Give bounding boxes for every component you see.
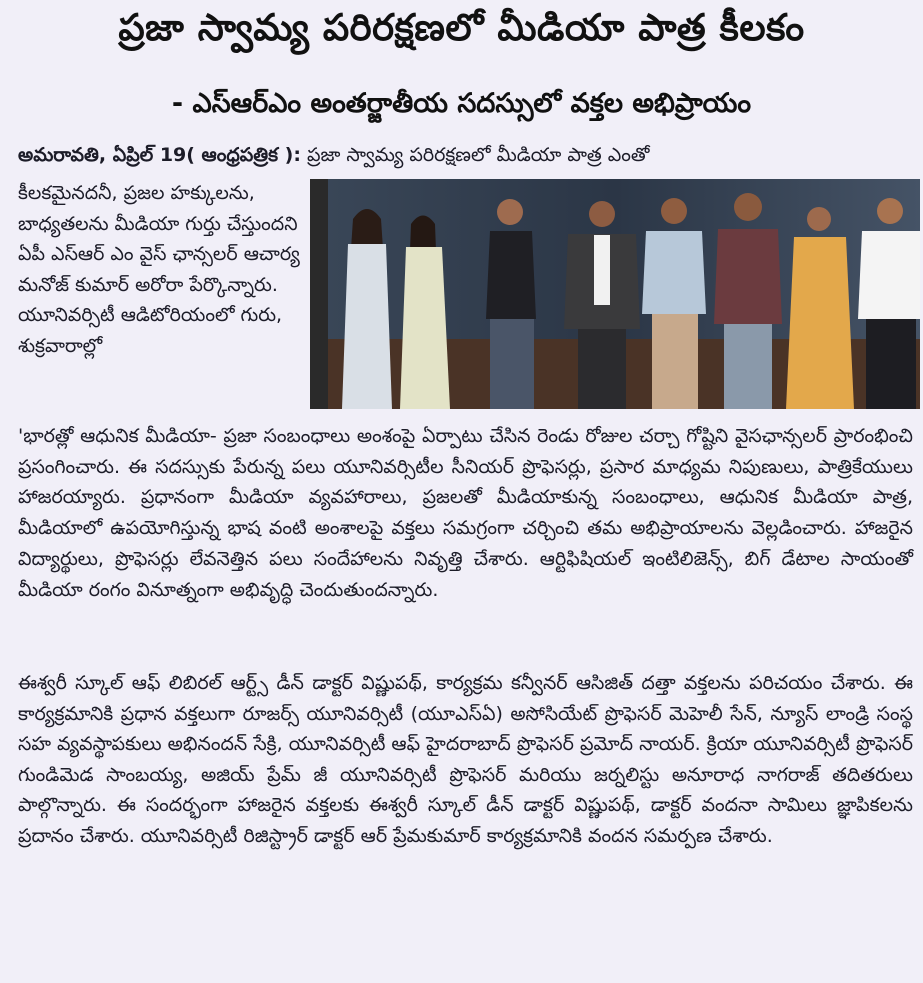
article-subheadline: - ఎస్ఆర్ఎం అంతర్జాతీయ సదస్సులో వక్తల అభిప్రాయం [171, 88, 752, 119]
article-paragraph-2: 'భారత్లో ఆధునిక మీడియా- ప్రజా సంబంధాలు అంశంపై ఏర్పాటు చేసిన రెండు రోజుల చర్చా గోష్టిని వైసఛాన్సలర్ ప్రారంభించి ప్రసంగించారు. ఈ సదస్సుకు పేరున్న పలు యూనివర్సిటీల సీనియర్ ప్రొఫెసర్లు, ప్రసార మాధ్యమ నిపుణులు, పాత్రికేయులు హాజరయ్యారు. ప్రధానంగా మీడియా వ్యవహారాలు, ప్రజలతో మీడియాకున్న సంబంధాలు, ఆధునిక మీడియా పాత్ర, మీడియాలో ఉపయోగిస్తున్న భాష వంటి అంశాలపై వక్తలు సమగ్రంగా చర్చించి తమ అభిప్రాయాలను వెల్లడించారు. హాజరైన విద్యార్థులు, ప్రొఫెసర్లు లేవనెత్తిన పలు సందేహాలను నివృత్తి చేశారు. ఆర్టిఫిషియల్ ఇంటిలిజెన్స్, బిగ్ డేటాల సాయంతో మీడియా రంగం వినూత్నంగా అభివృద్ధి చెందుతుందన్నారు. [18, 425, 913, 601]
article-paragraph-3: ఈశ్వరీ స్కూల్ ఆఫ్ లిబిరల్ ఆర్ట్స్ డీన్ డాక్టర్ విష్ణుపథ్, కార్యక్రమ కన్వీనర్ ఆసిజిత్ దత్తా వక్తలను పరిచయం చేశారు. ఈ కార్యక్రమానికి ప్రధాన వక్తలుగా రూజర్స్ యూనివర్సిటీ (యూఎస్ఏ) అసోసియేట్ ప్రొఫెసర్ మెహెలీ సేన్, న్యూస్ లాండ్రి సంస్థ సహ వ్యవస్థాపకులు అభినందన్ సేక్రి, యూనివర్సిటీ ఆఫ్ హైదరాబాద్ ప్రొఫెసర్ ప్రమోద్ నాయర్. క్రియా యూనివర్సిటీ ప్రొఫెసర్ గుండిమెడ సాంబయ్య, అజియ్ ప్రేమ్ జీ యూనివర్సిటీ ప్రొఫెసర్ మరియు జర్నలిస్టు అనూరాధ నాగరాజ్ తదితరులు పాల్గొన్నారు. ఈ సందర్భంగా హాజరైన వక్తలకు ఈశ్వరీ స్కూల్ డీన్ డాక్టర్ విష్ణుపథ్, డాక్టర్ వందనా సామిలు జ్ఞాపికలను ప్రదానం చేశారు. యూనివర్సిటీ రిజిస్ట్రార్ డాక్టర్ ఆర్ ప్రేమకుమార్ కార్యక్రమానికి వందన సమర్పణ చేశారు. [18, 672, 913, 847]
article-headline: ప్రజా స్వామ్య పరిరక్షణలో మీడియా పాత్ర కీలకం [118, 6, 805, 49]
lead-paragraph-top [18, 140, 910, 170]
lead-paragraph-side: కీలకమైనదనీ, ప్రజల హక్కులను, బాధ్యతలను మీడియా గుర్తు చేస్తుందని ఏపీ ఎస్ఆర్ ఎం వైస్ ఛాన్సలర్ ఆచార్య మనోజ్ కుమార్ అరోరా పేర్కొన్నారు. యూనివర్సిటీ ఆడిటోరియంలో గురు, శుక్రవారాల్లో [18, 182, 300, 357]
dateline: అమరావతి, ఏప్రిల్ 19( ఆంధ్రపత్రిక ): [18, 144, 301, 166]
event-photo [310, 179, 920, 409]
lead-text-top: ప్రజా స్వామ్య పరిరక్షణలో మీడియా పాత్ర ఎంతో [307, 144, 650, 166]
